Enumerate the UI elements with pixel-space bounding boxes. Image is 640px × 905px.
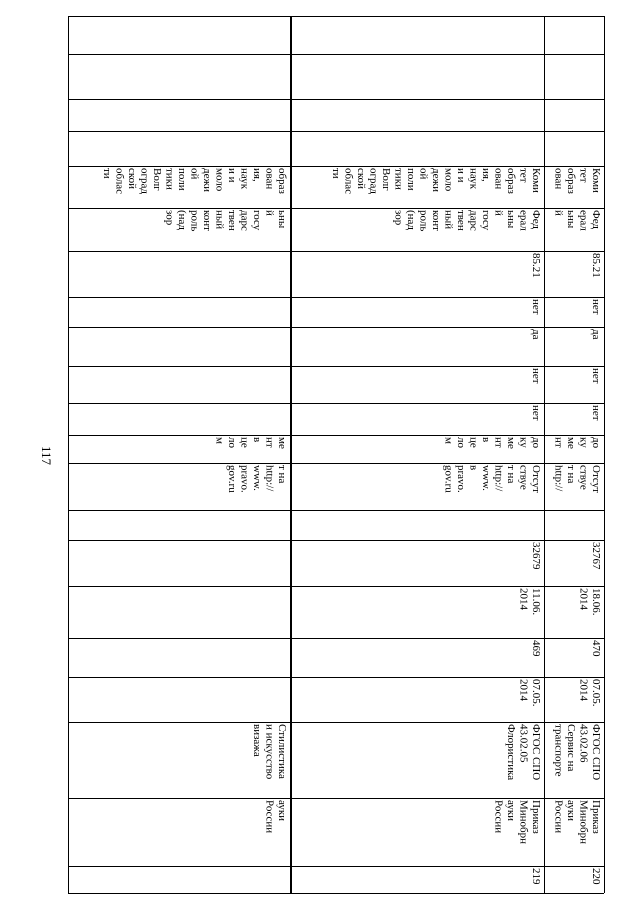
page-number: 117 (39, 446, 54, 466)
table-line (68, 16, 604, 17)
cell-220-col4: 07.05. 2014 (577, 679, 602, 707)
table-line (68, 798, 604, 799)
cell-220-col17: Коми тет образ ован (552, 168, 602, 194)
cell-220-col6: 18.06. 2014 (577, 588, 602, 616)
cell-219-col9: Отсут ствуе т на http:// www. в pravo. gov.ru (442, 465, 542, 493)
table-line (68, 99, 604, 100)
table-line (68, 54, 604, 55)
cell-219-col4: 07.05. 2014 (517, 679, 542, 707)
table-line (68, 463, 604, 464)
table-line (68, 638, 604, 639)
cell-top-col2: ауки России (263, 800, 288, 834)
cell-219-col13: да (530, 329, 542, 340)
cell-219-col1: 219 (530, 868, 542, 885)
table-line (68, 435, 604, 436)
cell-219-col14: нет (530, 299, 542, 315)
cell-220-col9: Отсут ствуе т на http:// (552, 465, 602, 493)
cell-220-col2: Приказ Минобрн ауки России (552, 800, 602, 845)
cell-220-col13: да (590, 329, 602, 340)
cell-220-col3: ФГОС СПО 43.02.06 Сервис на транспорте (552, 724, 602, 781)
cell-219-col16: Фед ерал ьны й госу дарс твен ный конт роль (над зор (392, 210, 542, 232)
cell-219-col12: нет (530, 368, 542, 384)
table-line (68, 131, 604, 132)
cell-220-col7: 32767 (590, 542, 602, 570)
table-line (68, 866, 604, 867)
table-line (68, 166, 604, 167)
cell-220-col10: до ку ме нт (552, 437, 602, 449)
table-line (68, 677, 604, 678)
cell-top-col9: т на http:// www. pravo. gov.ru (226, 465, 288, 493)
table-line (68, 586, 604, 587)
table-line (68, 366, 604, 367)
table-line (68, 403, 604, 404)
cell-top-col17: образ ован ия, наук и и моло дежи ой поли тики Волг оград ской облас ти (101, 168, 288, 195)
table-line (68, 327, 604, 328)
cell-219-col7: 32679 (530, 542, 542, 570)
cell-219-col10: до ку ме нт в це ло м (442, 437, 542, 449)
cell-219-col3: ФГОС СПО 43.02.05 Флористика (505, 724, 542, 781)
table-line (68, 510, 604, 511)
cell-219-col11: нет (530, 405, 542, 421)
table-line (68, 297, 604, 298)
cell-top-col3: Стилистика и искусство визажа (251, 724, 288, 780)
table-line (604, 16, 605, 893)
cell-220-col14: нет (590, 299, 602, 315)
table-line (68, 540, 604, 541)
table-line (544, 16, 545, 893)
cell-220-col1: 220 (590, 868, 602, 885)
cell-220-col12: нет (590, 368, 602, 384)
cell-219-col6: 11.06. 2014 (517, 588, 542, 616)
cell-top-col10: ме нт в це ло м (213, 437, 288, 449)
table-line (68, 16, 69, 893)
table-line (68, 893, 604, 894)
table-line (68, 208, 604, 209)
cell-219-col15: 85.21 (530, 253, 542, 278)
table-line (68, 722, 604, 723)
cell-219-col2: Приказ Минобрн ауки России (492, 800, 542, 845)
cell-220-col15: 85.21 (590, 253, 602, 278)
cell-219-col5: 469 (530, 640, 542, 657)
cell-top-col16: ьны й госу дарс твен ный конт роль (над зор (163, 210, 288, 232)
cell-220-col11: нет (590, 405, 602, 421)
table-line (68, 251, 604, 252)
cell-219-col17: Коми тет образ ован ия, наук и и моло дежи ой поли тики Волг оград ской облас ти (330, 168, 542, 195)
cell-220-col5: 470 (590, 640, 602, 657)
cell-220-col16: Фед ерал ьны й (552, 210, 602, 231)
